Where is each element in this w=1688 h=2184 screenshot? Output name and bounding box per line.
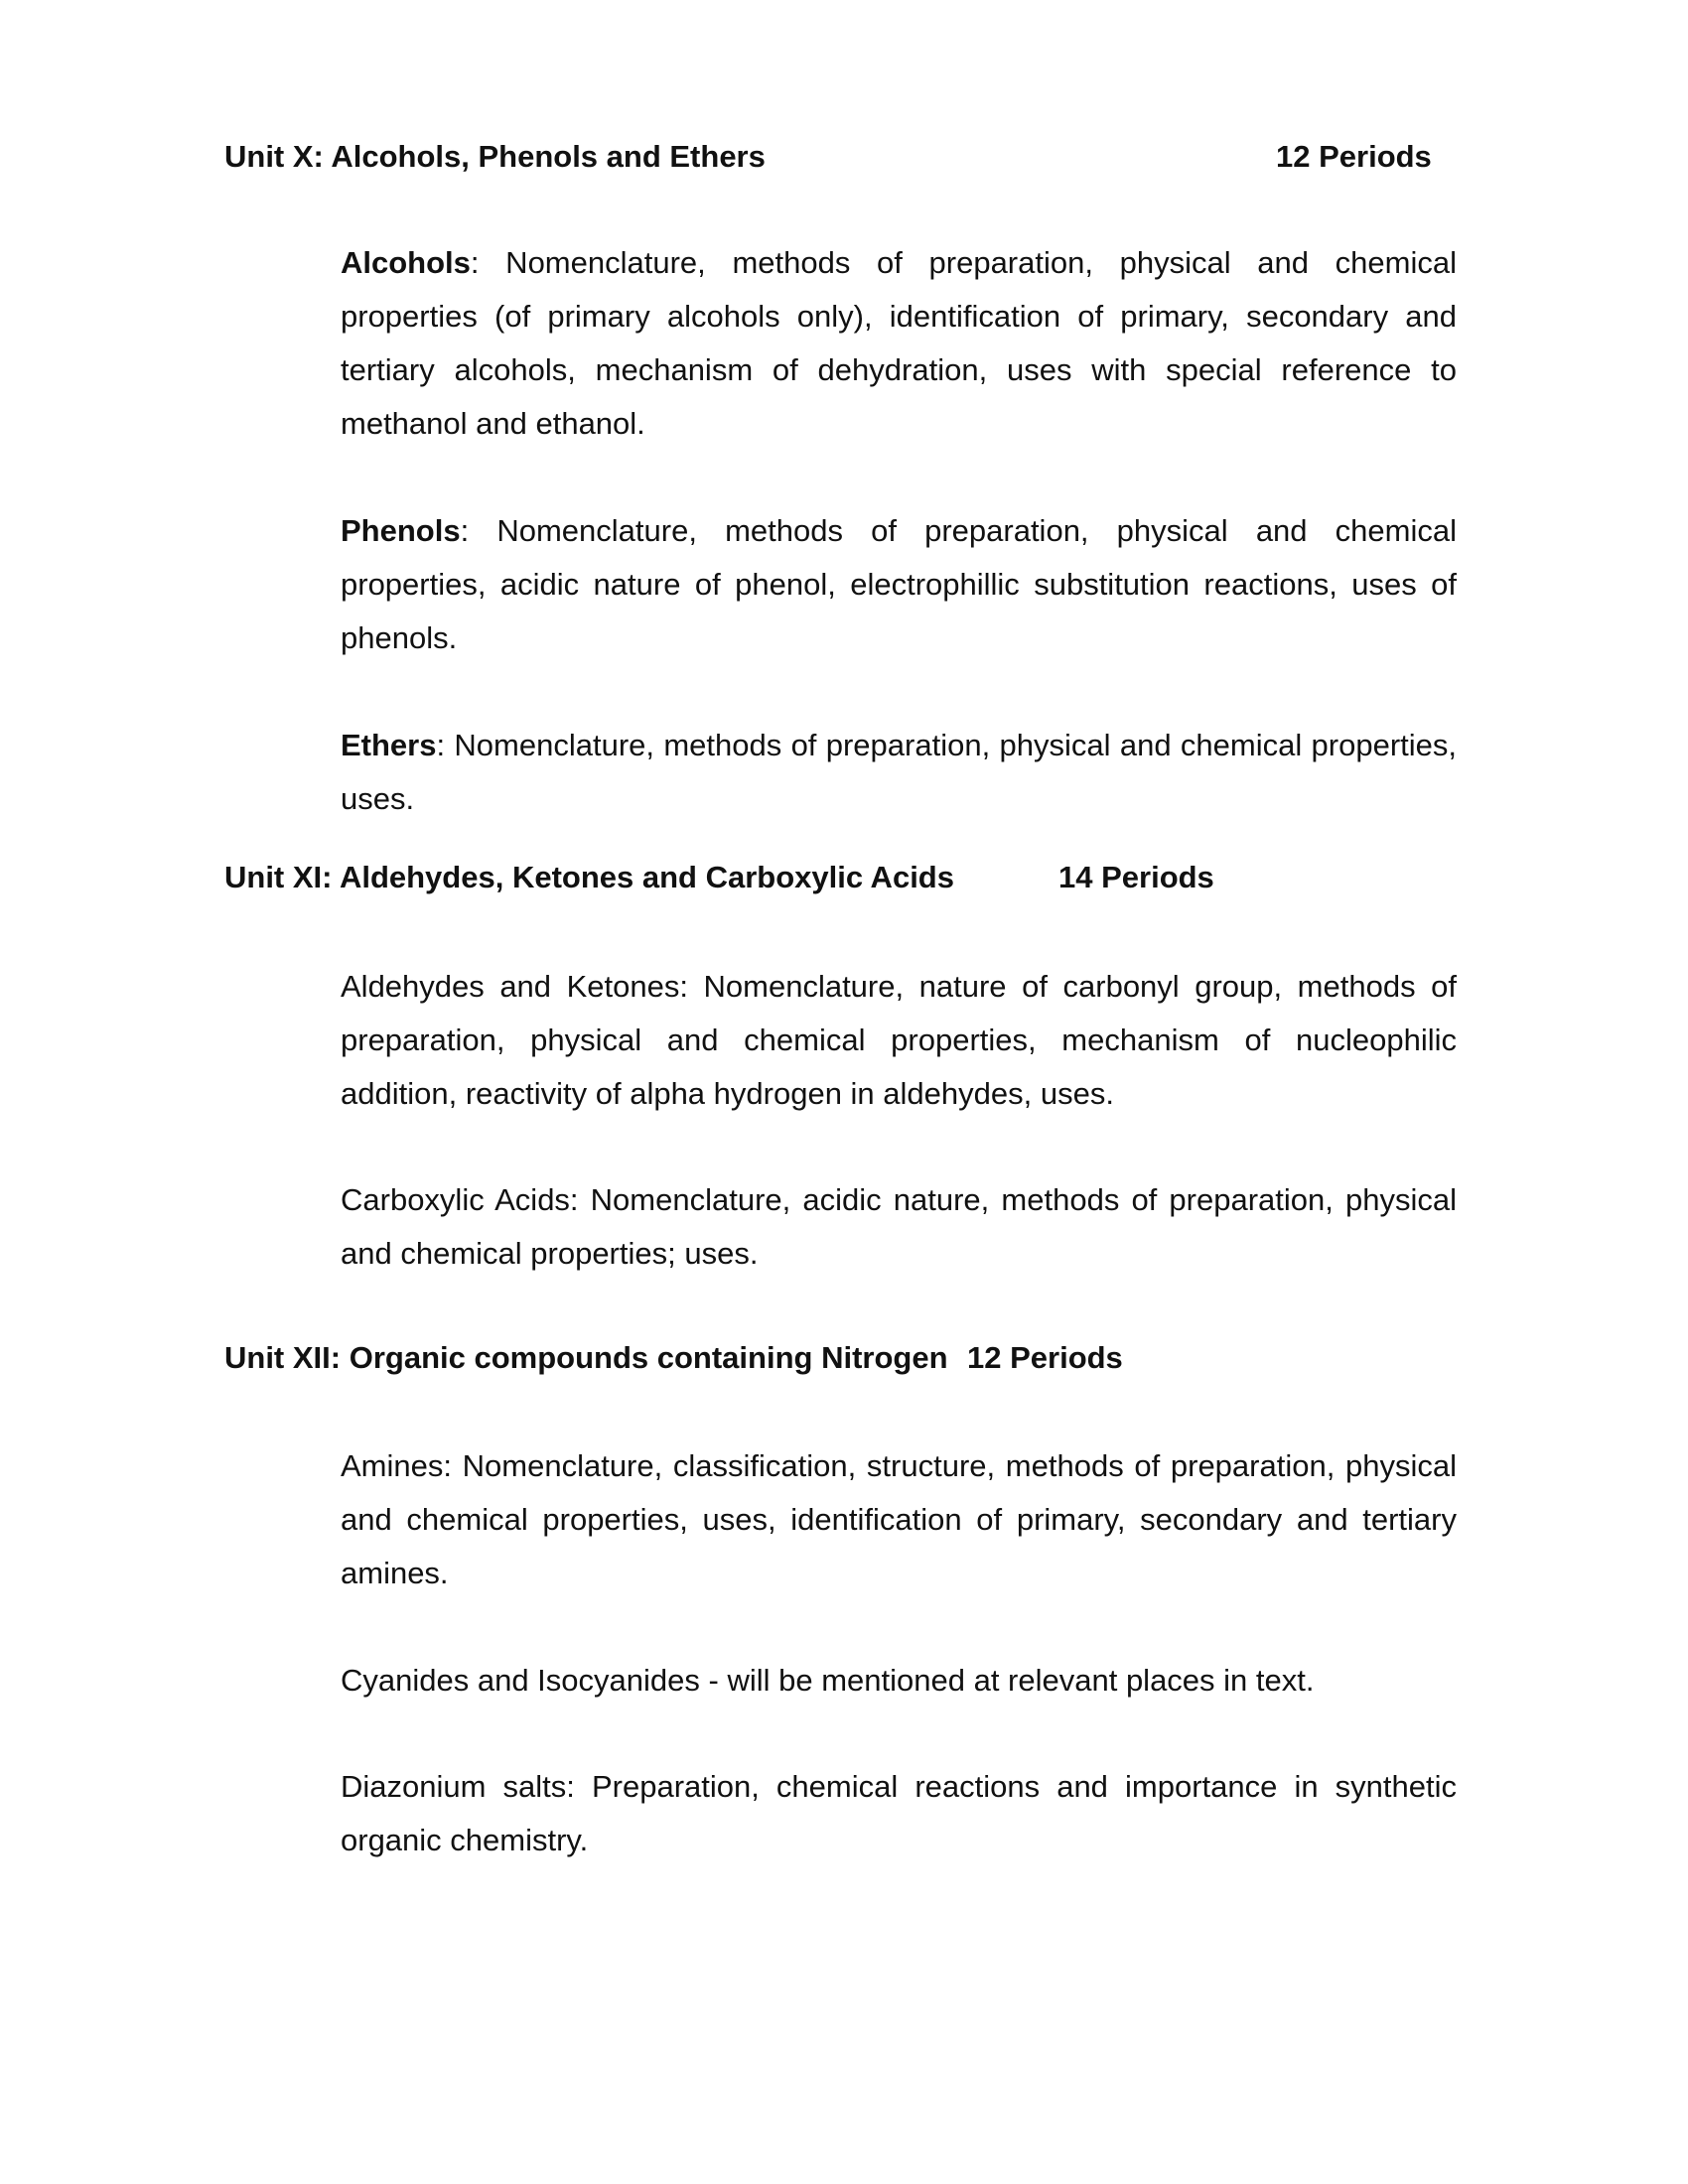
unit-10-title: Unit X: Alcohols, Phenols and Ethers <box>224 139 766 174</box>
carboxylic-acids-paragraph: Carboxylic Acids: Nomenclature, acidic nature, methods of preparation, physical and chemical properties; uses. <box>341 1182 1457 1271</box>
aldehydes-ketones-paragraph: Aldehydes and Ketones: Nomenclature, nature of carbonyl group, methods of preparation, physical and chemical properties, mechanism of nucleophilic addition, reactivity of alpha hydrogen in aldehydes, uses. <box>341 969 1457 1111</box>
ethers-term: Ethers <box>341 728 437 762</box>
alcohols-text: : Nomenclature, methods of preparation, physical and chemical properties (of primary alcohols only), identification of primary, secondary and tertiary alcohols, mechanism of dehydration, uses with special reference to methanol and ethanol. <box>341 245 1457 441</box>
unit-11-title: Unit XI: Aldehydes, Ketones and Carboxylic Acids <box>224 860 954 894</box>
amines-paragraph: Amines: Nomenclature, classification, structure, methods of preparation, physical and chemical properties, uses, identification of primary, secondary and tertiary amines. <box>341 1448 1457 1590</box>
alcohols-paragraph <box>341 236 1457 451</box>
phenols-paragraph <box>341 504 1457 665</box>
unit-12-title: Unit XII: Organic compounds containing Nitrogen <box>224 1340 948 1375</box>
diazonium-paragraph: Diazonium salts: Preparation, chemical reactions and importance in synthetic organic chemistry. <box>341 1769 1457 1857</box>
ethers-text: : Nomenclature, methods of preparation, physical and chemical properties, uses. <box>341 728 1457 816</box>
phenols-term: Phenols <box>341 513 461 548</box>
phenols-text: : Nomenclature, methods of preparation, physical and chemical properties, acidic nature of phenol, electrophillic substitution reactions, uses of phenols. <box>341 513 1457 655</box>
unit-11-periods: 14 Periods <box>1058 860 1214 894</box>
ethers-paragraph <box>341 719 1457 826</box>
cyanides-paragraph: Cyanides and Isocyanides - will be mentioned at relevant places in text. <box>341 1663 1315 1698</box>
unit-10-periods: 12 Periods <box>1276 139 1432 174</box>
unit-12-periods: 12 Periods <box>967 1340 1123 1375</box>
alcohols-term: Alcohols <box>341 245 471 280</box>
